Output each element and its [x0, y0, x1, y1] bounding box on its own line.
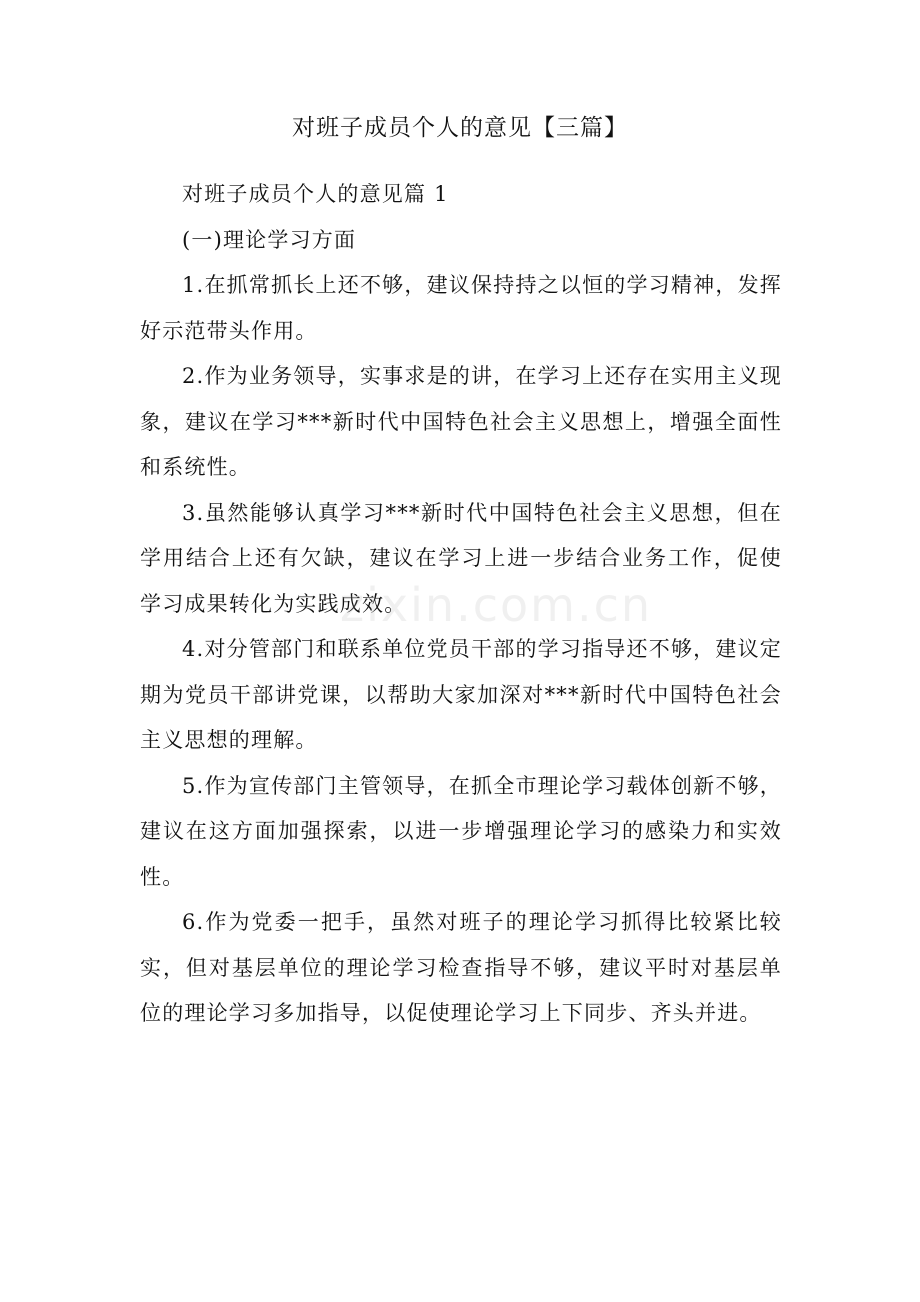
paragraph-item-6: 6.作为党委一把手，虽然对班子的理论学习抓得比较紧比较实，但对基层单位的理论学习检查指导不够，建议平时对基层单位的理论学习多加指导，以促使理论学习上下同步、齐头并进。	[140, 910, 782, 1025]
paragraph-item-4: 4.对分管部门和联系单位党员干部的学习指导还不够，建议定期为党员干部讲党课，以帮助大家加深对***新时代中国特色社会主义思想的理解。	[140, 637, 782, 752]
paragraph-item-3: 3.虽然能够认真学习***新时代中国特色社会主义思想，但在学用结合上还有欠缺，建议在学习上进一步结合业务工作，促使学习成果转化为实践成效。	[140, 500, 782, 616]
document-body	[140, 172, 782, 1037]
subsection-heading: (一)理论学习方面	[182, 227, 357, 252]
paragraph-item-1: 1.在抓常抓长上还不够，建议保持持之以恒的学习精神，发挥好示范带头作用。	[140, 273, 782, 343]
paragraph-item-2: 2.作为业务领导，实事求是的讲，在学习上还存在实用主义现象，建议在学习***新时代中国特色社会主义思想上，增强全面性和系统性。	[140, 364, 782, 479]
site-watermark: zixin.com.cn	[340, 578, 653, 632]
document-title: 对班子成员个人的意见【三篇】	[292, 115, 628, 141]
section-heading: 对班子成员个人的意见篇 1	[182, 182, 449, 206]
paragraph-item-5: 5.作为宣传部门主管领导，在抓全市理论学习载体创新不够，建议在这方面加强探索，以进一步增强理论学习的感染力和实效性。	[140, 773, 782, 889]
